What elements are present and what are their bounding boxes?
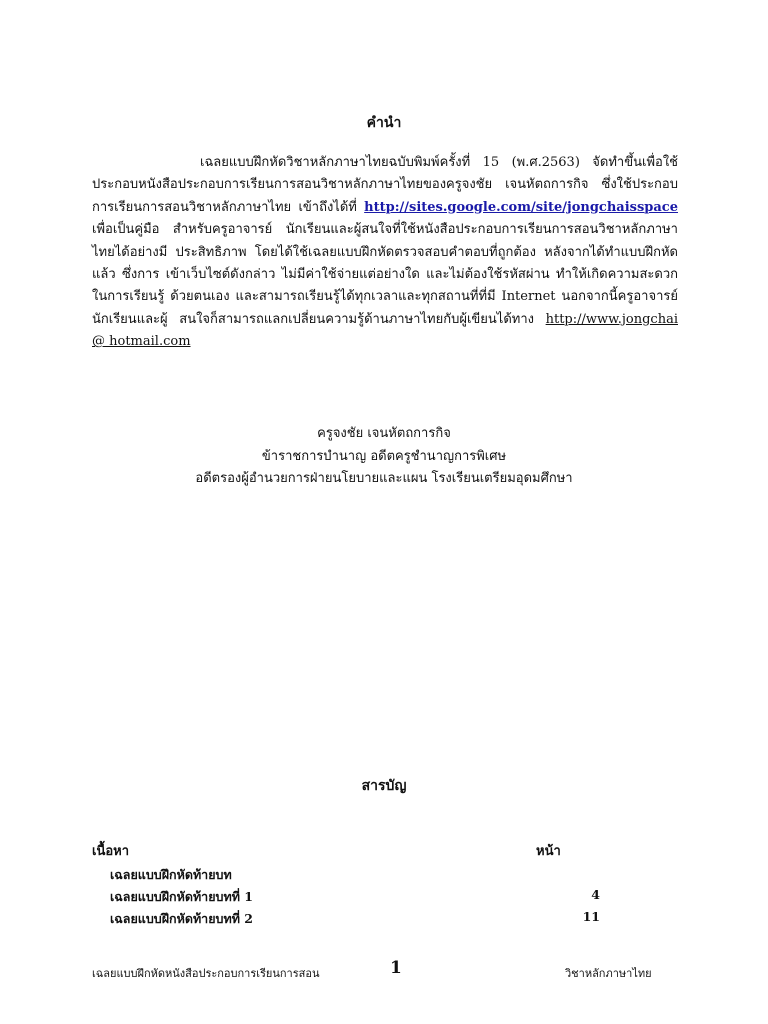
signature-block <box>0 423 768 491</box>
toc-content-header: เนื้อหา <box>92 844 130 859</box>
toc-row[interactable] <box>110 865 600 885</box>
toc-row-label: เฉลยแบบฝึกหัดท้ายบทที่ 1 <box>110 889 253 904</box>
toc-row-label: เฉลยแบบฝึกหัดท้ายบท <box>110 867 232 882</box>
preface-line-1: เฉลยแบบฝึกหัดวิชาหลักภาษาไทยฉบับพิมพ์ครั้งที่ 15 (พ.ศ.2563) จัดทำขึ้นเพื่อใช้ <box>200 155 678 170</box>
toc-row-page: 4 <box>591 887 600 902</box>
toc-row[interactable] <box>110 887 600 907</box>
preface-line-5: สำหรับครูอาจารย์ นักเรียนและผู้สนใจที่ใช้หนังสือประกอบการเรียนการสอนวิชาหลักภาษาไทยได้อย่างมี <box>92 222 678 260</box>
toc-page-header: หน้า <box>536 844 561 859</box>
toc-row-label: เฉลยแบบฝึกหัดท้ายบทที่ 2 <box>110 911 253 926</box>
author-name: ครูจงชัย เจนหัตถการกิจ <box>317 426 451 441</box>
footer-left: เฉลยแบบฝึกหัดหนังสือประกอบการเรียนการสอน <box>92 967 320 980</box>
preface-line-7: เข้าเว็บไซต์ดังกล่าว ไม่มีค่าใช้จ่ายแต่อย่างใด และไม่ต้องใช้รหัสผ่าน ทำให้เกิดความสะดวกในการเรียนรู้ <box>92 267 678 305</box>
preface-line-2: ประกอบหนังสือประกอบการเรียนการสอนวิชาหลักภาษาไทยของครูจงชัย เจนหัตถการกิจ ซึ่งใช้ประกอบ <box>92 177 678 193</box>
preface-line-6: ประสิทธิภาพ โดยได้ใช้เฉลยแบบฝึกหัดตรวจสอบคำตอบที่ถูกต้อง หลังจากได้ทำแบบฝึกหัดแล้ว ซึ่งการ <box>92 244 678 283</box>
toc-row[interactable] <box>110 909 600 929</box>
preface-line-9: สนใจก็สามารถแลกเปลี่ยนความรู้ด้านภาษาไทยกับผู้เขียนได้ทาง <box>179 311 534 327</box>
toc-title: สารบัญ <box>361 778 407 794</box>
preface-paragraph <box>92 152 678 354</box>
preface-line-8: ด้วยตนเอง และสามารถเรียนรู้ได้ทุกเวลาและทุกสถานที่ที่มี Internet นอกจากนี้ครูอาจารย์นักเรียนและผู้ <box>92 289 678 327</box>
preface-line-4: เพื่อเป็นคู่มือ <box>92 222 160 238</box>
footer-right: วิชาหลักภาษาไทย <box>565 967 652 980</box>
preface-title: คำนำ <box>366 115 402 131</box>
preface-line-3: การเรียนการสอนวิชาหลักภาษาไทย เข้าถึงได้ที่ <box>92 199 357 215</box>
toc-row-page: 11 <box>582 909 600 924</box>
author-title-2: อดีตรองผู้อำนวยการฝ่ายนโยบายและแผน โรงเรียนเตรียมอุดมศึกษา <box>195 471 573 486</box>
website-link[interactable]: http://sites.google.com/site/jongchaisspace <box>364 199 678 215</box>
email-link[interactable]: http://www.jongchai @ hotmail.com <box>92 311 678 350</box>
author-title-1: ข้าราชการบำนาญ อดีตครูชำนาญการพิเศษ <box>261 448 507 464</box>
footer-page-number: 1 <box>390 958 402 978</box>
